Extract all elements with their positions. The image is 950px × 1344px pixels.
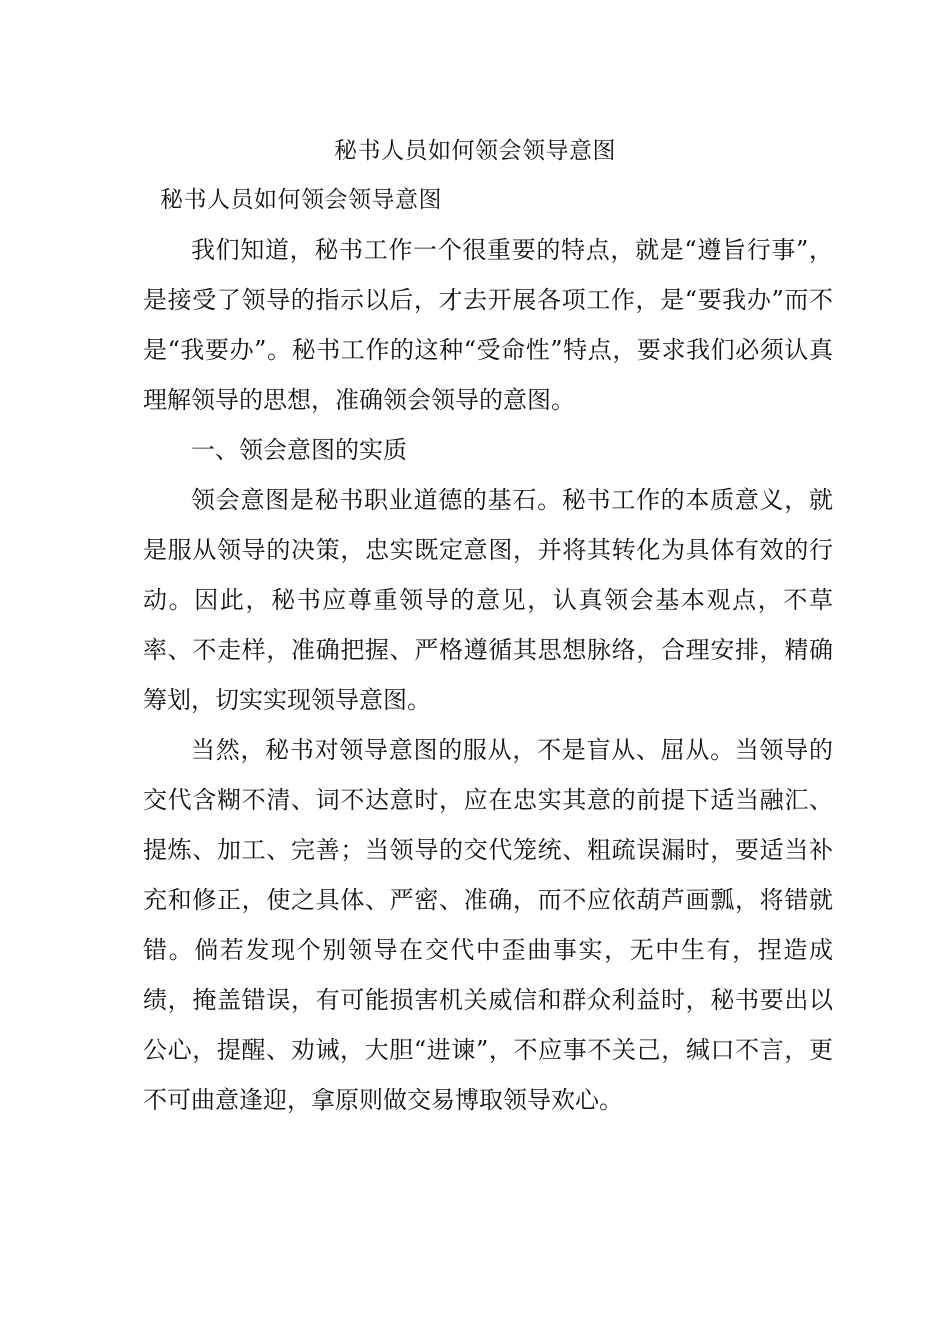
document-subtitle: 秘书人员如何领会领导意图 bbox=[160, 187, 442, 213]
document-title: 秘书人员如何领会领导意图 bbox=[334, 138, 616, 164]
document-body bbox=[143, 225, 833, 1125]
paragraph-not-blind-obedience: 当然，秘书对领导意图的服从，不是盲从、屈从。当领导的交代含糊不清、词不达意时，应在忠实其意的前提下适当融汇、提炼、加工、完善；当领导的交代笼统、粗疏误漏时，要适当补充和修正，使之具体、严密、准确，而不应依葫芦画瓢，将错就错。倘若发现个别领导在交代中歪曲事实，无中生有，捏造成绩，掩盖错误，有可能损害机关威信和群众利益时，秘书要出以公心，提醒、劝诫，大胆“进谏”，不应事不关己，缄口不言，更不可曲意逢迎，拿原则做交易博取领导欢心。 bbox=[143, 736, 833, 1114]
paragraph-essence: 领会意图是秘书职业道德的基石。秘书工作的本质意义，就是服从领导的决策，忠实既定意图，并将其转化为具体有效的行动。因此，秘书应尊重领导的意见，认真领会基本观点，不草率、不走样，准确把握、严格遵循其思想脉络，合理安排，精确筹划，切实实现领导意图。 bbox=[143, 486, 833, 714]
section-heading-1: 一、领会意图的实质 bbox=[191, 436, 407, 464]
paragraph-intro: 我们知道，秘书工作一个很重要的特点，就是“遵旨行事”，是接受了领导的指示以后，才去开展各项工作，是“要我办”而不是“我要办”。秘书工作的这种“受命性”特点，要求我们必须认真理解领导的思想，准确领会领导的意图。 bbox=[143, 236, 833, 414]
